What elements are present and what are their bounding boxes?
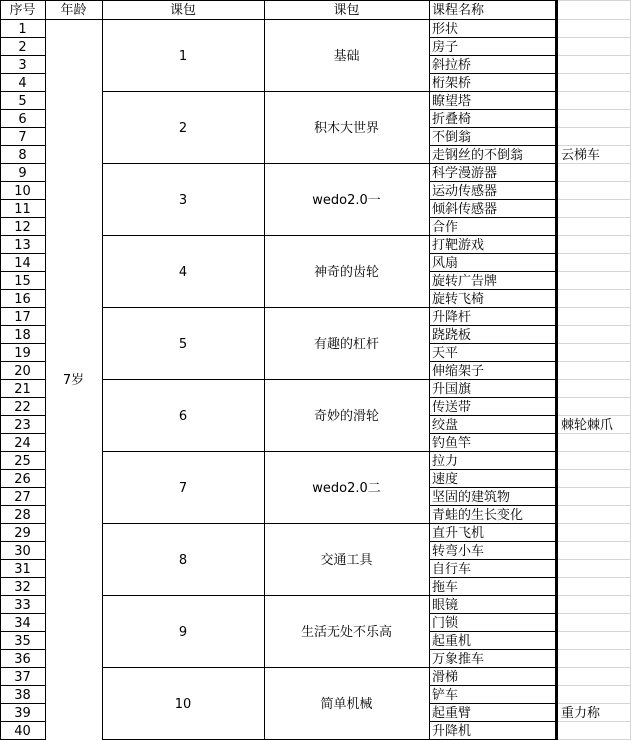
package-id-cell[interactable]: 9	[178, 624, 188, 640]
grid-line	[557, 451, 631, 452]
row-number[interactable]: 30	[14, 543, 31, 559]
row-number[interactable]: 11	[14, 201, 31, 217]
grid-line	[264, 0, 265, 740]
grid-line	[102, 667, 429, 668]
course-cell[interactable]: 钓鱼竿	[432, 435, 472, 451]
grid-line	[0, 163, 45, 164]
grid-line	[0, 667, 45, 668]
package-name-cell[interactable]: 生活无处不乐高	[300, 624, 392, 640]
grid-line	[429, 451, 557, 452]
grid-line	[0, 127, 45, 128]
course-cell[interactable]: 走钢丝的不倒翁	[432, 147, 524, 163]
grid-line	[0, 289, 45, 290]
row-number[interactable]: 38	[14, 687, 31, 703]
grid-line	[0, 0, 1, 740]
grid-line	[429, 433, 557, 434]
header-age[interactable]: 年龄	[60, 2, 87, 18]
grid-line	[429, 199, 557, 200]
grid-line	[557, 613, 631, 614]
course-cell[interactable]: 速度	[432, 471, 459, 487]
package-id-cell[interactable]: 7	[178, 480, 188, 496]
row-number[interactable]: 15	[14, 273, 31, 289]
grid-line	[0, 217, 45, 218]
course-cell[interactable]: 跷跷板	[432, 327, 472, 343]
grid-line	[429, 721, 557, 722]
grid-line	[429, 37, 557, 38]
row-number[interactable]: 18	[14, 327, 31, 343]
grid-line	[45, 0, 46, 740]
grid-line	[0, 253, 45, 254]
package-id-cell[interactable]: 1	[178, 48, 188, 64]
grid-line	[429, 55, 557, 56]
grid-line	[0, 541, 45, 542]
grid-line	[557, 559, 631, 560]
package-name-cell[interactable]: 基础	[333, 48, 360, 64]
grid-line	[0, 361, 45, 362]
grid-line	[557, 0, 631, 1]
row-number[interactable]: 26	[14, 471, 31, 487]
course-cell[interactable]: 万象推车	[432, 651, 485, 667]
course-cell[interactable]: 铲车	[432, 687, 459, 703]
grid-line	[557, 199, 631, 200]
row-number[interactable]: 25	[14, 453, 31, 469]
course-cell[interactable]: 传送带	[432, 399, 472, 415]
grid-line	[0, 595, 45, 596]
grid-line	[429, 343, 557, 344]
row-number[interactable]: 16	[14, 291, 31, 307]
grid-line	[429, 325, 557, 326]
grid-line	[429, 127, 557, 128]
course-cell[interactable]: 升国旗	[432, 381, 472, 397]
course-cell[interactable]: 升降机	[432, 723, 472, 739]
grid-line	[557, 127, 631, 128]
grid-line	[557, 271, 631, 272]
grid-line	[0, 577, 45, 578]
grid-line	[429, 667, 557, 668]
course-cell[interactable]: 直升飞机	[432, 525, 485, 541]
row-number[interactable]: 6	[18, 111, 27, 127]
grid-line	[557, 55, 631, 56]
grid-line	[557, 379, 631, 380]
course-cell[interactable]: 转弯小车	[432, 543, 485, 559]
grid-line	[0, 523, 45, 524]
grid-line	[102, 163, 429, 164]
course-cell[interactable]: 起重机	[432, 633, 472, 649]
grid-line	[0, 649, 45, 650]
grid-line	[557, 649, 631, 650]
grid-line	[429, 0, 430, 740]
grid-line	[0, 685, 45, 686]
grid-line	[557, 109, 631, 110]
grid-line	[0, 397, 45, 398]
grid-line	[0, 235, 45, 236]
grid-line	[102, 91, 429, 92]
row-number[interactable]: 2	[18, 39, 27, 55]
row-number[interactable]: 29	[14, 525, 31, 541]
grid-line	[429, 595, 557, 596]
grid-line	[557, 577, 631, 578]
grid-line	[0, 55, 45, 56]
grid-line	[557, 289, 631, 290]
side-note[interactable]: 云梯车	[561, 147, 601, 163]
grid-line	[429, 703, 557, 704]
grid-line	[429, 91, 557, 92]
course-cell[interactable]: 旋转飞椅	[432, 291, 485, 307]
grid-line	[0, 559, 45, 560]
grid-line	[557, 415, 631, 416]
grid-line	[429, 145, 557, 146]
grid-line	[557, 217, 631, 218]
package-name-cell[interactable]: 有趣的杠杆	[313, 336, 379, 352]
grid-line	[557, 397, 631, 398]
header-course[interactable]: 课程名称	[432, 2, 485, 18]
grid-line	[429, 109, 557, 110]
course-cell[interactable]: 升降杆	[432, 309, 472, 325]
course-cell[interactable]: 不倒翁	[432, 129, 472, 145]
row-number[interactable]: 40	[14, 723, 31, 739]
grid-line	[557, 91, 631, 92]
course-cell[interactable]: 绞盘	[432, 417, 459, 433]
grid-line	[0, 325, 45, 326]
header-pack-name[interactable]: 课包	[333, 2, 360, 18]
grid-line	[0, 271, 45, 272]
course-cell[interactable]: 青蛙的生长变化	[432, 507, 524, 523]
grid-line	[429, 541, 557, 542]
row-number[interactable]: 28	[14, 507, 31, 523]
row-number[interactable]: 9	[18, 165, 27, 181]
grid-line	[557, 595, 631, 596]
row-number[interactable]: 20	[14, 363, 31, 379]
row-number[interactable]: 4	[18, 75, 27, 91]
grid-line	[0, 181, 45, 182]
grid-line	[557, 523, 631, 524]
row-number[interactable]: 34	[14, 615, 31, 631]
grid-line	[0, 505, 45, 506]
course-cell[interactable]: 拖车	[432, 579, 459, 595]
grid-line	[557, 163, 631, 164]
grid-line	[429, 271, 557, 272]
course-cell[interactable]: 倾斜传感器	[432, 201, 498, 217]
grid-line	[102, 307, 429, 308]
course-cell[interactable]: 天平	[432, 345, 459, 361]
grid-line	[0, 487, 45, 488]
row-number[interactable]: 24	[14, 435, 31, 451]
course-cell[interactable]: 伸缩架子	[432, 363, 485, 379]
course-cell[interactable]: 斜拉桥	[432, 57, 472, 73]
row-number[interactable]: 19	[14, 345, 31, 361]
grid-line	[429, 685, 557, 686]
grid-line	[557, 631, 631, 632]
side-note[interactable]: 重力称	[561, 705, 601, 721]
package-id-cell[interactable]: 4	[178, 264, 188, 280]
row-number[interactable]: 23	[14, 417, 31, 433]
grid-line	[0, 721, 45, 722]
grid-line	[557, 505, 631, 506]
grid-line	[0, 379, 45, 380]
package-name-cell[interactable]: 积木大世界	[313, 120, 379, 136]
row-number[interactable]: 36	[14, 651, 31, 667]
row-number[interactable]: 5	[18, 93, 27, 109]
package-name-cell[interactable]: 交通工具	[320, 552, 373, 568]
grid-line	[557, 73, 631, 74]
package-id-cell[interactable]: 10	[174, 696, 192, 712]
package-name-cell[interactable]: wedo2.0二	[312, 480, 381, 496]
grid-line	[557, 487, 631, 488]
grid-line	[0, 19, 557, 20]
course-cell[interactable]: 桁架桥	[432, 75, 472, 91]
package-id-cell[interactable]: 3	[178, 192, 188, 208]
grid-line	[0, 91, 45, 92]
grid-line	[0, 307, 45, 308]
grid-line	[0, 145, 45, 146]
grid-line	[429, 577, 557, 578]
grid-line	[557, 469, 631, 470]
package-id-cell[interactable]: 2	[178, 120, 188, 136]
grid-line	[102, 451, 429, 452]
row-number[interactable]: 14	[14, 255, 31, 271]
grid-line	[429, 379, 557, 380]
course-cell[interactable]: 打靶游戏	[432, 237, 485, 253]
grid-line	[429, 469, 557, 470]
row-number[interactable]: 13	[14, 237, 31, 253]
grid-line	[0, 199, 45, 200]
grid-line	[429, 289, 557, 290]
grid-line	[429, 523, 557, 524]
grid-line	[429, 235, 557, 236]
grid-line	[557, 361, 631, 362]
grid-line	[102, 523, 429, 524]
grid-line	[0, 73, 45, 74]
row-number[interactable]: 10	[14, 183, 31, 199]
grid-line	[0, 631, 45, 632]
grid-line	[0, 109, 45, 110]
course-cell[interactable]: 瞭望塔	[432, 93, 472, 109]
row-number[interactable]: 35	[14, 633, 31, 649]
grid-line	[557, 235, 631, 236]
row-number[interactable]: 1	[18, 21, 27, 37]
row-number[interactable]: 32	[14, 579, 31, 595]
grid-line	[557, 19, 631, 20]
grid-line	[429, 649, 557, 650]
row-number[interactable]: 33	[14, 597, 31, 613]
package-name-cell[interactable]: 奇妙的滑轮	[313, 408, 379, 424]
course-cell[interactable]: 自行车	[432, 561, 472, 577]
grid-line	[429, 181, 557, 182]
grid-line	[557, 325, 631, 326]
grid-line	[102, 379, 429, 380]
course-cell[interactable]: 坚固的建筑物	[432, 489, 511, 505]
row-number[interactable]: 3	[18, 57, 27, 73]
grid-line	[557, 37, 631, 38]
grid-line	[557, 433, 631, 434]
package-name-cell[interactable]: 神奇的齿轮	[313, 264, 379, 280]
grid-line	[0, 0, 557, 1]
grid-line	[557, 703, 631, 704]
row-number[interactable]: 7	[18, 129, 27, 145]
grid-line	[557, 685, 631, 686]
grid-line	[0, 469, 45, 470]
row-number[interactable]: 22	[14, 399, 31, 415]
grid-line	[557, 721, 631, 722]
grid-line	[0, 613, 45, 614]
package-id-cell[interactable]: 6	[178, 408, 188, 424]
side-note[interactable]: 棘轮棘爪	[561, 417, 614, 433]
grid-line	[557, 541, 631, 542]
row-number[interactable]: 12	[14, 219, 31, 235]
grid-line	[429, 559, 557, 560]
grid-line	[429, 487, 557, 488]
grid-line	[557, 181, 631, 182]
age-cell[interactable]: 7岁	[62, 372, 85, 388]
grid-line	[0, 343, 45, 344]
grid-line	[557, 145, 631, 146]
package-id-cell[interactable]: 5	[178, 336, 188, 352]
grid-line	[557, 667, 631, 668]
grid-line	[429, 631, 557, 632]
header-no[interactable]: 序号	[9, 2, 36, 18]
course-cell[interactable]: 风扇	[432, 255, 459, 271]
package-name-cell[interactable]: wedo2.0一	[312, 192, 381, 208]
grid-line	[429, 217, 557, 218]
course-cell[interactable]: 形状	[432, 21, 459, 37]
grid-line	[0, 37, 45, 38]
row-number[interactable]: 8	[18, 147, 27, 163]
grid-line	[429, 397, 557, 398]
course-cell[interactable]: 滑梯	[432, 669, 459, 685]
grid-line	[429, 613, 557, 614]
course-cell[interactable]: 合作	[432, 219, 459, 235]
course-cell[interactable]: 房子	[432, 39, 459, 55]
grid-line	[429, 253, 557, 254]
course-cell[interactable]: 旋转广告牌	[432, 273, 498, 289]
grid-line	[429, 361, 557, 362]
grid-line	[0, 451, 45, 452]
course-cell[interactable]: 折叠椅	[432, 111, 472, 127]
course-cell[interactable]: 眼镜	[432, 597, 459, 613]
row-number[interactable]: 21	[14, 381, 31, 397]
package-name-cell[interactable]: 简单机械	[320, 696, 373, 712]
row-number[interactable]: 27	[14, 489, 31, 505]
course-cell[interactable]: 运动传感器	[432, 183, 498, 199]
grid-line	[0, 703, 45, 704]
grid-line	[102, 235, 429, 236]
grid-line	[429, 73, 557, 74]
grid-line	[429, 505, 557, 506]
course-cell[interactable]: 拉力	[432, 453, 459, 469]
row-number[interactable]: 31	[14, 561, 31, 577]
grid-line	[557, 307, 631, 308]
header-pack-id[interactable]: 课包	[169, 2, 196, 18]
course-cell[interactable]: 科学漫游器	[432, 165, 498, 181]
grid-line	[429, 415, 557, 416]
row-number[interactable]: 37	[14, 669, 31, 685]
course-cell[interactable]: 门锁	[432, 615, 459, 631]
grid-line	[0, 433, 45, 434]
row-number[interactable]: 17	[14, 309, 31, 325]
grid-line	[429, 307, 557, 308]
grid-line	[429, 163, 557, 164]
package-id-cell[interactable]: 8	[178, 552, 188, 568]
grid-line	[557, 253, 631, 254]
grid-line	[557, 343, 631, 344]
grid-line	[0, 415, 45, 416]
course-cell[interactable]: 起重臂	[432, 705, 472, 721]
grid-line	[102, 595, 429, 596]
row-number[interactable]: 39	[14, 705, 31, 721]
grid-line	[555, 0, 558, 740]
grid-line	[102, 0, 103, 740]
